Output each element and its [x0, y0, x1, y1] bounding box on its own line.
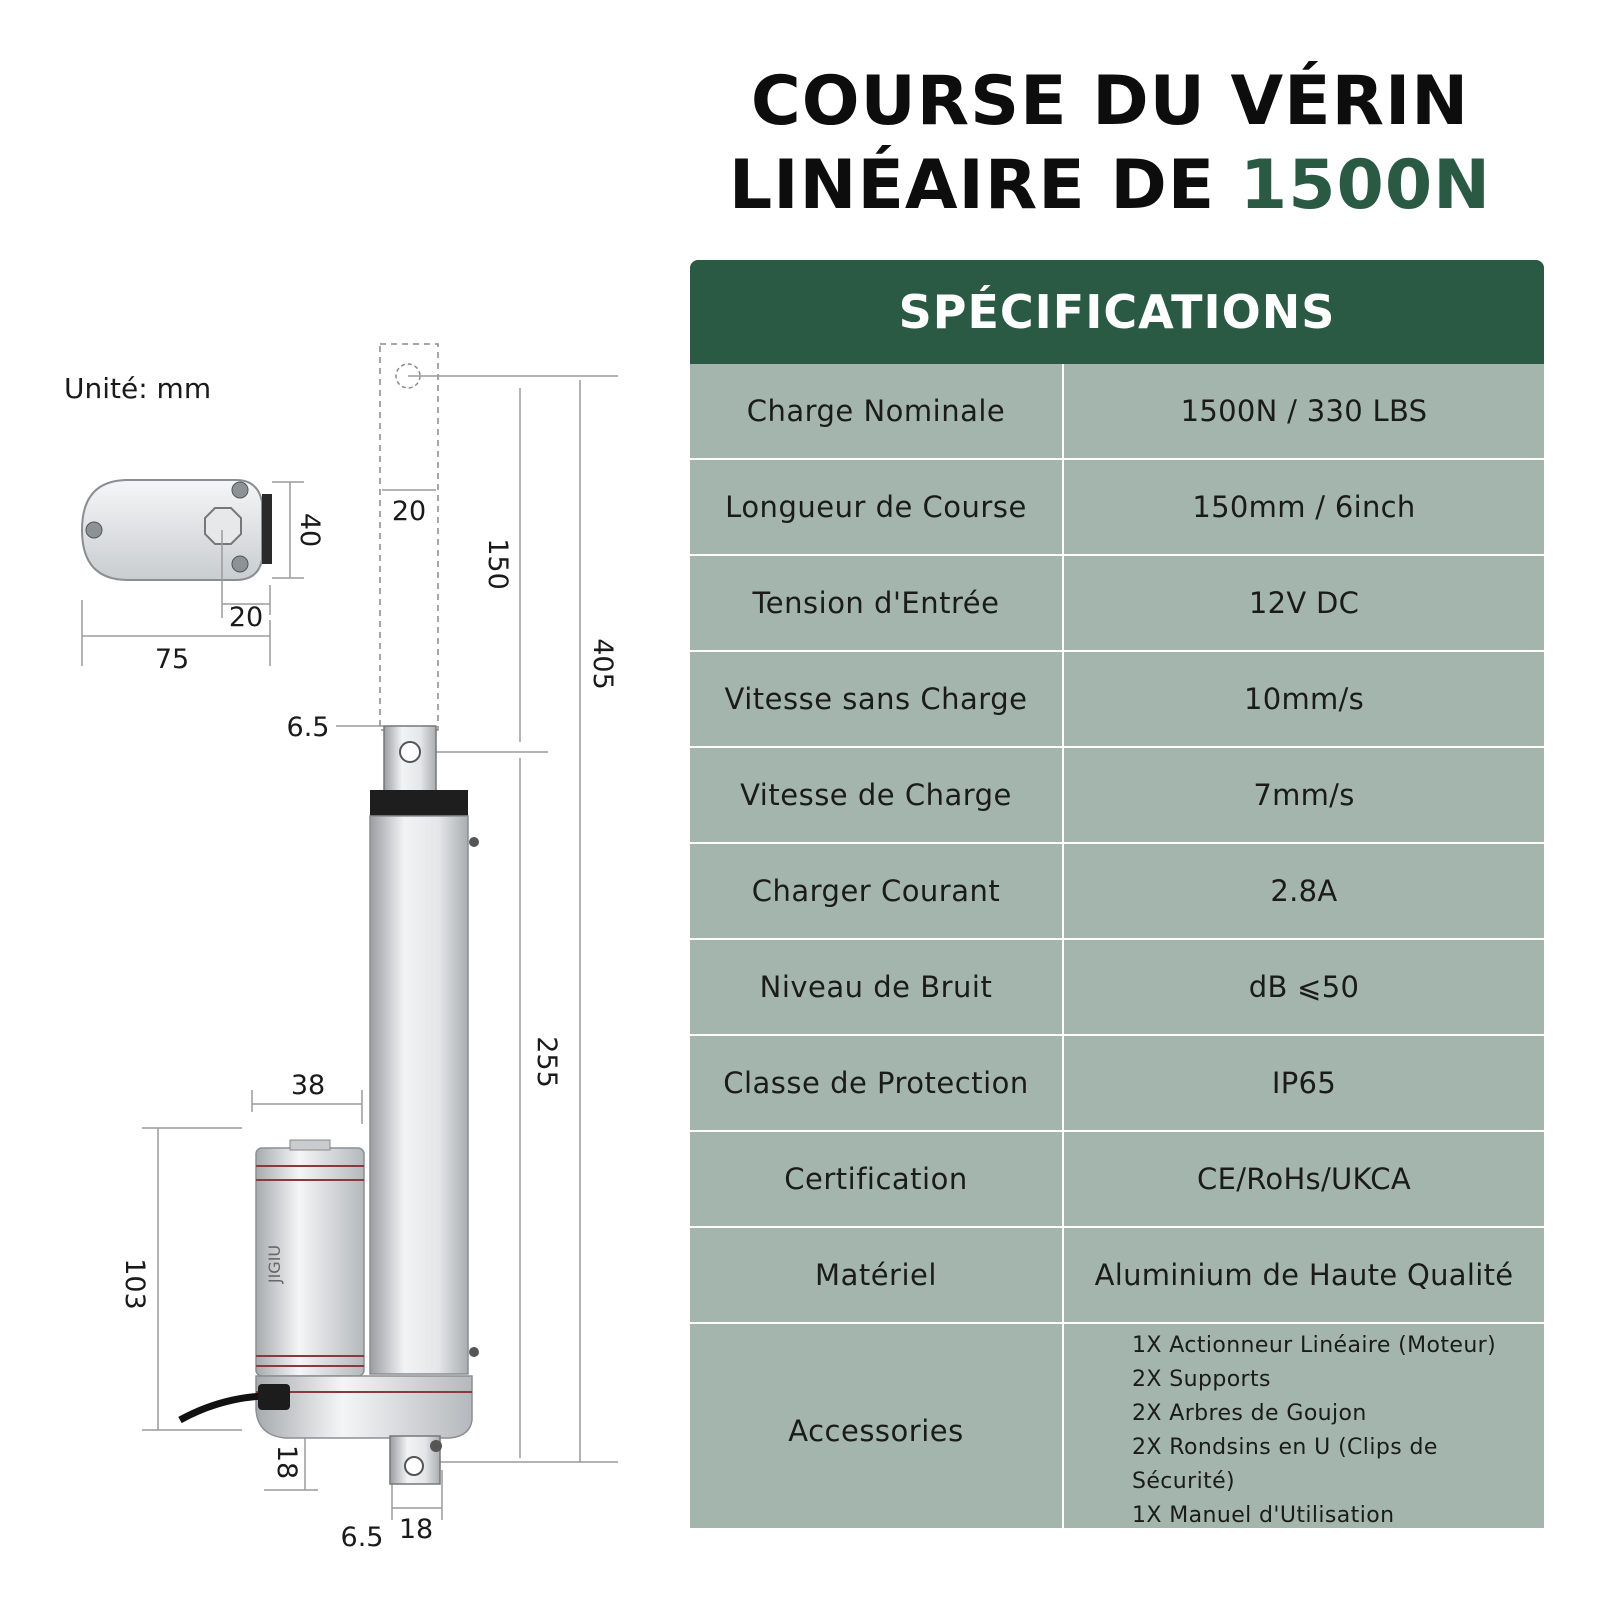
- screw-icon: [232, 556, 248, 572]
- spec-row: [690, 746, 1544, 842]
- title-line-2-prefix: LINÉAIRE DE: [728, 146, 1240, 225]
- dim-retracted-length: 255: [531, 1036, 562, 1088]
- page-title: [700, 60, 1520, 228]
- actuator: [180, 726, 479, 1484]
- screw-icon: [86, 522, 102, 538]
- spec-value: 150mm / 6inch: [1192, 490, 1416, 524]
- spec-key: Charger Courant: [690, 844, 1064, 938]
- spec-key: Accessories: [690, 1324, 1064, 1528]
- dim-top-hole: 6.5: [286, 712, 330, 743]
- spec-key: Niveau de Bruit: [690, 940, 1064, 1034]
- accessories-list: [1064, 1329, 1544, 1528]
- dim-end-width: 75: [154, 644, 190, 675]
- spec-row: [690, 458, 1544, 554]
- dim-rod-width: 20: [391, 496, 427, 527]
- specifications-table: [690, 260, 1544, 1528]
- power-cable: [180, 1396, 264, 1420]
- motor-brand: JIGIU: [265, 1244, 284, 1284]
- list-item: 2X Supports: [1132, 1367, 1271, 1392]
- spec-row: [690, 554, 1544, 650]
- spec-key: Classe de Protection: [690, 1036, 1064, 1130]
- spec-value: CE/RoHs/UKCA: [1197, 1162, 1411, 1196]
- spec-key: Longueur de Course: [690, 460, 1064, 554]
- list-item: 1X Manuel d'Utilisation: [1132, 1503, 1395, 1528]
- spec-value: IP65: [1271, 1066, 1337, 1100]
- unit-label: Unité: mm: [64, 372, 212, 405]
- title-line-2: [700, 144, 1520, 228]
- title-line-1: COURSE DU VÉRIN: [750, 62, 1470, 141]
- dim-end-height: 40: [294, 512, 325, 548]
- dim-base-height: 18: [271, 1444, 302, 1480]
- spec-row: [690, 938, 1544, 1034]
- spec-value: [1064, 1324, 1544, 1528]
- spec-row: [690, 1130, 1544, 1226]
- list-item: 2X Rondsins en U (Clips de Sécurité): [1132, 1435, 1438, 1494]
- title-force-value: 1500N: [1239, 146, 1492, 225]
- spec-key: Matériel: [690, 1228, 1064, 1322]
- spec-value: 10mm/s: [1243, 682, 1365, 716]
- screw-icon: [232, 482, 248, 498]
- spec-key: Charge Nominale: [690, 364, 1064, 458]
- extended-rod-outline: [380, 344, 438, 730]
- spec-row: [690, 1226, 1544, 1322]
- end-view: [82, 480, 272, 580]
- spec-value: 2.8A: [1270, 874, 1338, 908]
- outer-tube: [370, 816, 468, 1374]
- dim-bottom-hole: 6.5: [340, 1522, 384, 1553]
- dim-bottom-width: 18: [398, 1514, 434, 1545]
- spec-row: [690, 1034, 1544, 1130]
- technical-drawing: [0, 0, 640, 1600]
- rod-collar: [370, 790, 468, 816]
- specifications-header: SPÉCIFICATIONS: [690, 260, 1544, 364]
- dim-motor-height: 103: [119, 1258, 150, 1310]
- dim-motor-width: 38: [290, 1070, 326, 1101]
- list-item: 2X Arbres de Goujon: [1132, 1401, 1367, 1426]
- spec-row: [690, 650, 1544, 746]
- rear-hole-icon: [405, 1457, 423, 1475]
- spec-row: [690, 364, 1544, 458]
- spec-value: Aluminium de Haute Qualité: [1094, 1258, 1514, 1292]
- dim-end-offset: 20: [228, 602, 264, 633]
- specifications-body: [690, 364, 1544, 1528]
- spec-value: 1500N / 330 LBS: [1180, 394, 1428, 428]
- spec-row: [690, 842, 1544, 938]
- spec-value: dB ⩽50: [1248, 970, 1360, 1004]
- dim-stroke: 150: [482, 538, 513, 590]
- spec-value: 7mm/s: [1253, 778, 1355, 812]
- dim-extended-length: 405: [587, 638, 618, 690]
- rod-hole-icon: [400, 742, 420, 762]
- spec-key: Vitesse sans Charge: [690, 652, 1064, 746]
- spec-key: Tension d'Entrée: [690, 556, 1064, 650]
- spec-row-accessories: [690, 1322, 1544, 1528]
- spec-value: 12V DC: [1248, 586, 1360, 620]
- spec-key: Certification: [690, 1132, 1064, 1226]
- list-item: 1X Actionneur Linéaire (Moteur): [1132, 1333, 1497, 1358]
- spec-key: Vitesse de Charge: [690, 748, 1064, 842]
